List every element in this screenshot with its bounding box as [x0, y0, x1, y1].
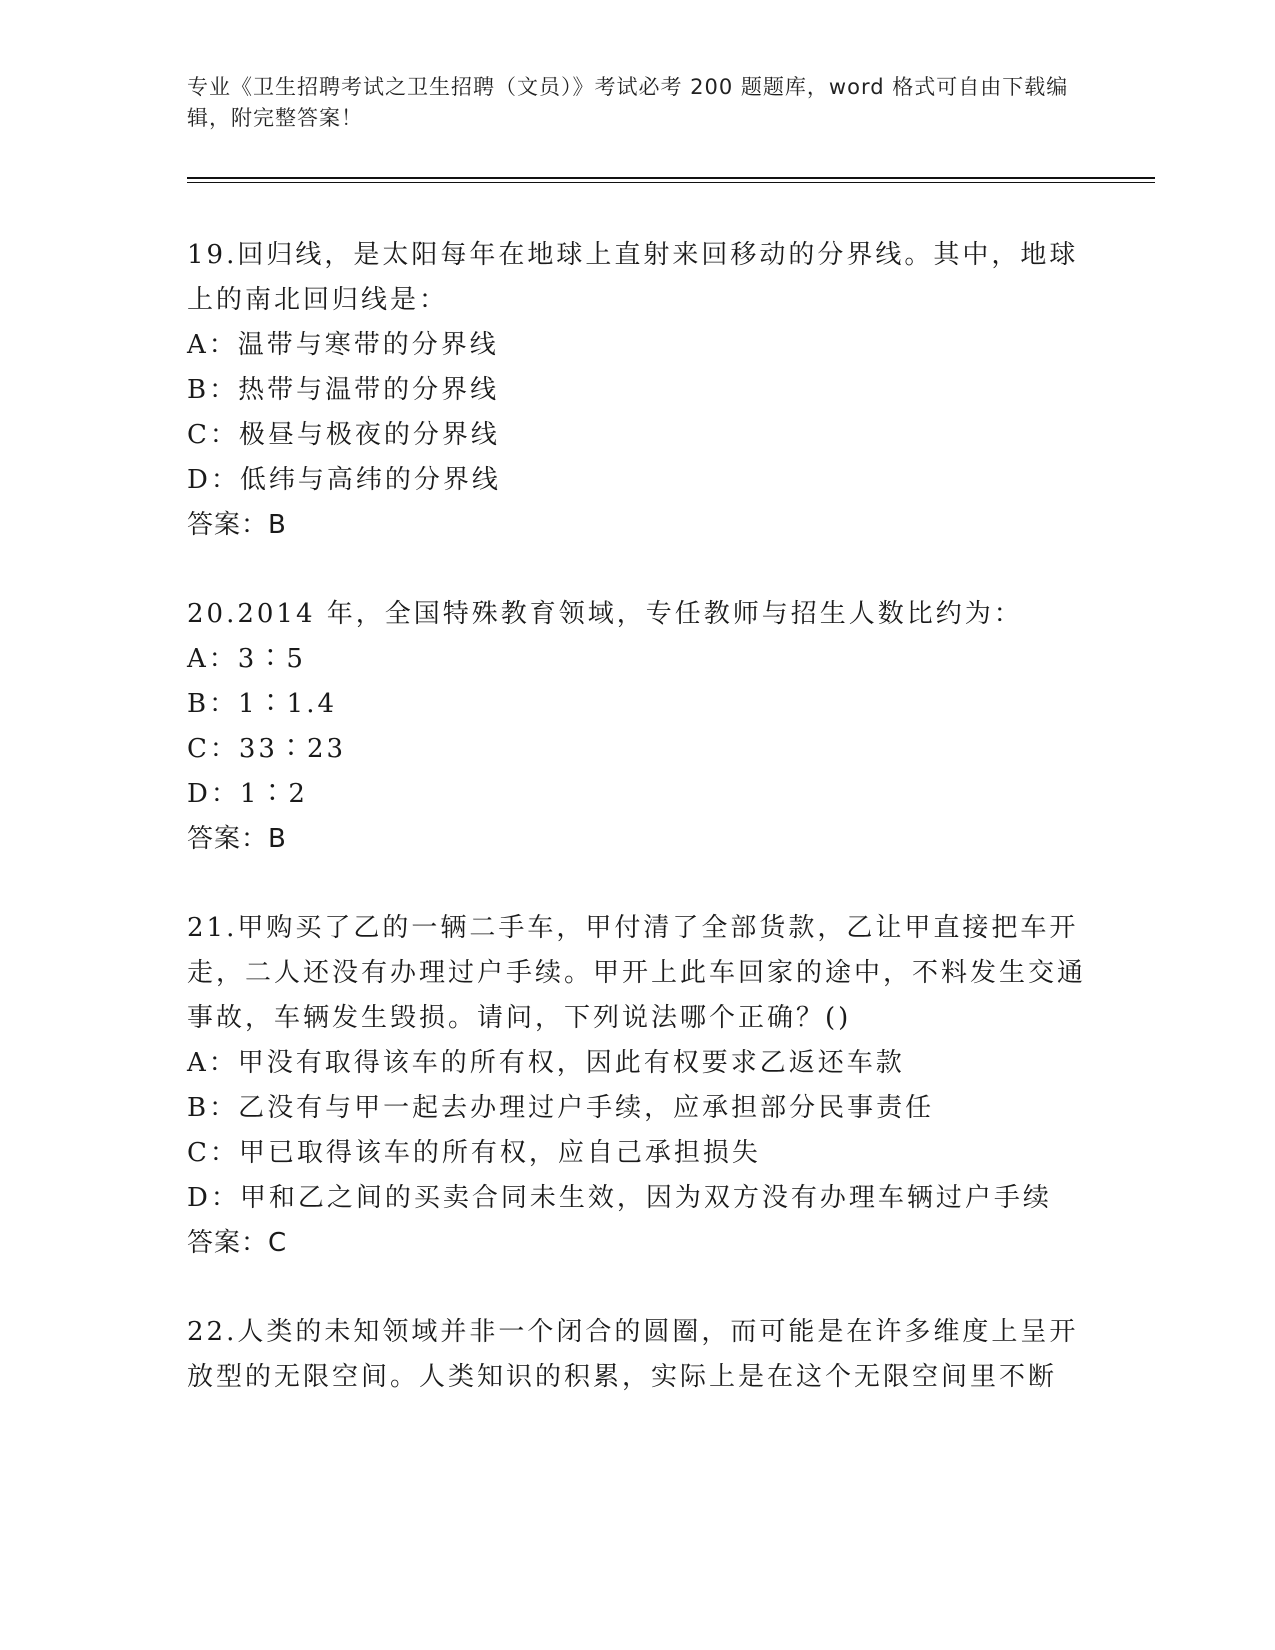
option-b: B：热带与温带的分界线 — [187, 375, 500, 405]
question-stem: 19.回归线，是太阳每年在地球上直射来回移动的分界线。其中，地球上的南北回归线是： — [187, 240, 1079, 315]
option-a: A：甲没有取得该车的所有权，因此有权要求乙返还车款 — [187, 1048, 905, 1078]
option-c: C：甲已取得该车的所有权，应自己承担损失 — [187, 1138, 761, 1168]
question-22 — [187, 1310, 1087, 1400]
option-d: D：甲和乙之间的买卖合同未生效，因为双方没有办理车辆过户手续 — [187, 1183, 1052, 1213]
question-21 — [187, 906, 1087, 1266]
answer-line: 答案：B — [187, 510, 287, 540]
answer-line: 答案：C — [187, 1228, 288, 1258]
option-b: B：1∶1.4 — [187, 689, 337, 719]
option-c: C：33∶23 — [187, 734, 347, 764]
question-stem: 20.2014 年，全国特殊教育领域，专任教师与招生人数比约为： — [187, 599, 1023, 629]
header-divider-thick — [187, 177, 1155, 179]
option-d: D：低纬与高纬的分界线 — [187, 465, 501, 495]
answer-line: 答案：B — [187, 824, 287, 854]
header-divider-thin — [187, 182, 1155, 183]
question-stem: 21.甲购买了乙的一辆二手车，甲付清了全部货款，乙让甲直接把车开走，二人还没有办理过户手续。甲开上此车回家的途中，不料发生交通事故，车辆发生毁损。请问，下列说法哪个正确？() — [187, 913, 1087, 1033]
question-stem: 22.人类的未知领域并非一个闭合的圆圈，而可能是在许多维度上呈开放型的无限空间。人类知识的积累，实际上是在这个无限空间里不断 — [187, 1317, 1079, 1392]
question-20 — [187, 592, 1087, 862]
option-a: A：3∶5 — [187, 644, 306, 674]
question-list — [187, 233, 1087, 1444]
option-a: A：温带与寒带的分界线 — [187, 330, 499, 360]
document-header: 专业《卫生招聘考试之卫生招聘（文员）》考试必考 200 题题库，word 格式可自由下载编辑，附完整答案！ — [187, 75, 1069, 130]
option-d: D：1∶2 — [187, 779, 308, 809]
option-b: B：乙没有与甲一起去办理过户手续，应承担部分民事责任 — [187, 1093, 935, 1123]
question-19 — [187, 233, 1087, 548]
option-c: C：极昼与极夜的分界线 — [187, 420, 500, 450]
